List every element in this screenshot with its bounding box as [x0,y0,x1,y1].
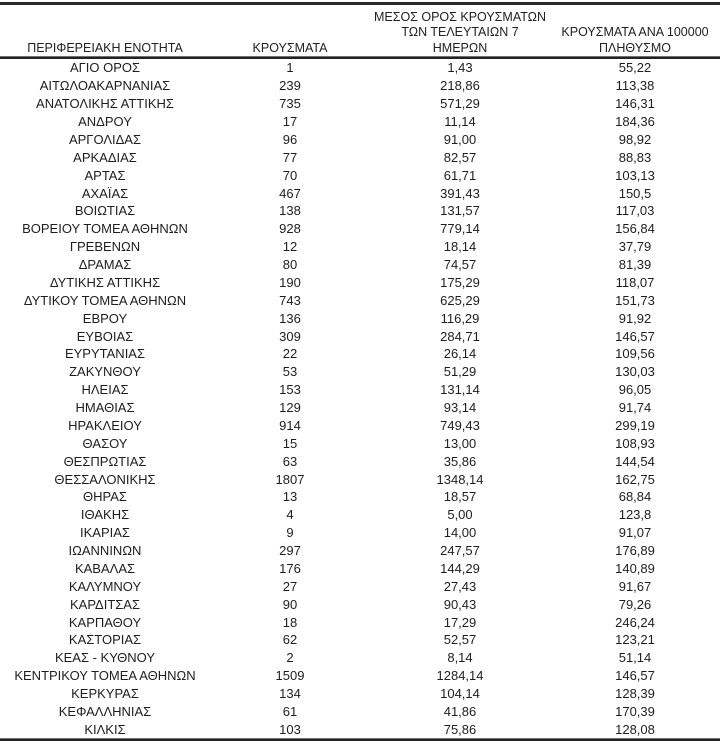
cell-regional-unit: ΗΜΑΘΙΑΣ [75,400,135,416]
cell-cases: 928 [279,221,301,237]
cell-7day-average: 75,86 [443,721,477,737]
cell-cases: 70 [282,167,298,183]
cell-cases: 138 [279,203,301,219]
cell-7day-average: 82,57 [443,149,477,165]
table-row [0,291,720,309]
cell-regional-unit: ΚΕΝΤΡΙΚΟΥ ΤΟΜΕΑ ΑΘΗΝΩΝ [14,668,196,684]
table-row [0,631,720,649]
cell-cases: 134 [279,686,301,702]
regional-cases-table [0,2,720,741]
cell-cases: 9 [286,525,294,541]
cell-regional-unit: ΑΡΓΟΛΙΔΑΣ [68,131,142,147]
cell-cases: 53 [282,364,298,380]
cell-cases: 22 [282,346,298,362]
cell-7day-average: 5,00 [447,507,473,523]
table-row [0,95,720,113]
cell-regional-unit: ΑΝΑΤΟΛΙΚΗΣ ΑΤΤΙΚΗΣ [36,96,174,112]
cell-regional-unit: ΙΚΑΡΙΑΣ [80,525,130,541]
cell-7day-average: 11,14 [444,114,476,130]
cell-cases-per-100k: 146,31 [615,96,655,112]
header-regional-unit [0,41,210,57]
cell-7day-average: 218,86 [440,78,480,94]
cell-cases: 12 [282,239,298,255]
table-row [0,417,720,435]
table-row [0,220,720,238]
cell-cases: 297 [279,543,301,559]
cell-cases-per-100k: 79,26 [618,596,652,612]
cell-cases: 239 [279,78,301,94]
cell-cases: 103 [279,721,301,737]
header-7day-average-line3: ΗΜΕΡΩΝ [432,40,488,55]
table-row [0,381,720,399]
cell-regional-unit: ΚΕΡΚΥΡΑΣ [71,686,139,702]
table-row [0,166,720,184]
cell-cases: 743 [279,292,301,308]
table-row [0,488,720,506]
cell-regional-unit: ΚΕΦΑΛΛΗΝΙΑΣ [58,703,152,719]
cell-regional-unit: ΑΡΚΑΔΙΑΣ [73,149,137,165]
cell-regional-unit: ΑΡΤΑΣ [84,167,126,183]
cell-regional-unit: ΘΕΣΣΑΛΟΝΙΚΗΣ [54,471,156,487]
cell-7day-average: 93,14 [443,400,477,416]
table-row [0,452,720,470]
cell-regional-unit: ΚΑΒΑΛΑΣ [74,560,136,576]
table-row [0,309,720,327]
cell-7day-average: 52,57 [443,632,477,648]
cell-regional-unit: ΙΘΑΚΗΣ [80,507,130,523]
cell-7day-average: 27,43 [443,578,477,594]
table-row [0,59,720,77]
cell-7day-average: 175,29 [440,274,480,290]
cell-cases: 2 [286,650,294,666]
table-row [0,595,720,613]
cell-7day-average: 91,00 [443,131,477,147]
cell-cases: 914 [279,417,301,433]
cell-7day-average: 18,14 [443,239,477,255]
table-row [0,113,720,131]
table-row [0,184,720,202]
cell-regional-unit: ΕΥΡΥΤΑΝΙΑΣ [64,346,146,362]
table-row [0,131,720,149]
table-row [0,560,720,578]
table-row [0,577,720,595]
header-cases-per-100k-line2: ΠΛΗΘΥΣΜΟ [599,40,671,55]
cell-regional-unit: ΓΡΕΒΕΝΩΝ [69,239,141,255]
table-row [0,434,720,452]
cell-7day-average: 144,29 [440,560,480,576]
cell-7day-average: 1,43 [447,60,473,76]
table-row [0,77,720,95]
cell-7day-average: 61,71 [443,167,477,183]
cell-7day-average: 779,14 [440,221,480,237]
cell-cases-per-100k: 117,03 [615,203,655,219]
cell-7day-average: 749,43 [440,417,480,433]
cell-cases: 61 [282,703,298,719]
cell-cases-per-100k: 162,75 [615,471,655,487]
cell-regional-unit: ΚΙΛΚΙΣ [84,721,126,737]
cell-regional-unit: ΚΕΑΣ - ΚΥΘΝΟΥ [54,650,156,666]
table-row [0,613,720,631]
cell-cases: 63 [282,453,298,469]
cell-7day-average: 131,14 [440,382,480,398]
cell-cases: 136 [279,310,301,326]
cell-cases-per-100k: 246,24 [615,614,655,630]
cases-table-page [0,2,720,748]
cell-cases-per-100k: 128,08 [615,721,655,737]
cell-7day-average: 104,14 [440,686,480,702]
table-row [0,363,720,381]
table-bottom-border [0,738,720,741]
cell-cases-per-100k: 88,83 [618,149,652,165]
cell-cases: 309 [279,328,301,344]
cell-7day-average: 1348,14 [436,471,484,487]
header-cases-per-100k [550,25,720,56]
cell-cases: 27 [282,578,298,594]
cell-cases-per-100k: 128,39 [615,686,655,702]
cell-cases-per-100k: 37,79 [618,239,652,255]
header-7day-average-line2: ΤΩΝ ΤΕΛΕΥΤΑΙΩΝ 7 [401,25,519,39]
cell-cases-per-100k: 91,07 [618,525,652,541]
cell-cases-per-100k: 91,92 [618,310,652,326]
cell-regional-unit: ΒΟΙΩΤΙΑΣ [74,203,136,219]
cell-regional-unit: ΖΑΚΥΝΘΟΥ [69,364,141,380]
cell-regional-unit: ΑΧΑΪΑΣ [81,185,129,201]
cell-7day-average: 625,29 [440,292,480,308]
cell-cases-per-100k: 123,8 [618,507,652,523]
cell-cases-per-100k: 68,84 [618,489,652,505]
cell-cases: 1807 [275,471,305,487]
cell-cases-per-100k: 144,54 [615,453,655,469]
cell-cases-per-100k: 156,84 [615,221,655,237]
cell-cases-per-100k: 118,07 [615,274,655,290]
cell-regional-unit: ΕΥΒΟΙΑΣ [76,328,134,344]
cell-7day-average: 8,14 [447,650,473,666]
table-row [0,202,720,220]
cell-7day-average: 90,43 [443,596,477,612]
cell-cases-per-100k: 98,92 [618,131,652,147]
cell-regional-unit: ΘΕΣΠΡΩΤΙΑΣ [63,453,147,469]
table-row [0,274,720,292]
table-row [0,470,720,488]
header-cases-label: ΚΡΟΥΣΜΑΤΑ [252,40,328,55]
cell-cases: 1509 [275,668,305,684]
cell-cases-per-100k: 146,57 [615,328,655,344]
cell-cases-per-100k: 151,73 [615,292,655,308]
cell-cases: 17 [282,114,298,130]
table-header-row [0,5,720,56]
cell-cases-per-100k: 146,57 [615,668,655,684]
cell-cases: 77 [282,149,298,165]
cell-7day-average: 284,71 [440,328,480,344]
cell-7day-average: 35,86 [443,453,477,469]
cell-7day-average: 51,29 [443,364,477,380]
header-cases [210,41,370,57]
cell-7day-average: 247,57 [440,543,480,559]
cell-cases-per-100k: 55,22 [618,60,652,76]
cell-cases-per-100k: 91,67 [618,578,652,594]
table-row [0,667,720,685]
cell-cases: 129 [279,400,301,416]
cell-regional-unit: ΑΝΔΡΟΥ [78,114,132,130]
cell-cases-per-100k: 150,5 [618,185,652,201]
cell-regional-unit: ΚΑΣΤΟΡΙΑΣ [68,632,142,648]
cell-regional-unit: ΔΥΤΙΚΗΣ ΑΤΤΙΚΗΣ [49,274,161,290]
cell-cases-per-100k: 176,89 [615,543,655,559]
cell-regional-unit: ΔΡΑΜΑΣ [78,257,132,273]
cell-cases: 80 [282,257,298,273]
header-regional-unit-label: ΠΕΡΙΦΕΡΕΙΑΚΗ ΕΝΟΤΗΤΑ [27,40,183,55]
cell-cases-per-100k: 123,21 [615,632,655,648]
header-7day-average-line1: ΜΕΣΟΣ ΟΡΟΣ ΚΡΟΥΣΜΑΤΩΝ [373,9,547,24]
cell-7day-average: 391,43 [440,185,480,201]
cell-cases: 90 [282,596,298,612]
cell-cases-per-100k: 140,89 [615,560,655,576]
cell-cases: 62 [282,632,298,648]
table-row [0,345,720,363]
cell-7day-average: 74,57 [443,257,477,273]
cell-regional-unit: ΚΑΛΥΜΝΟΥ [68,578,142,594]
cell-7day-average: 17,29 [443,614,477,630]
header-cases-per-100k-line1: ΚΡΟΥΣΜΑΤΑ ΑΝΑ 100000 [561,25,709,39]
cell-cases: 735 [279,96,301,112]
cell-regional-unit: ΙΩΑΝΝΙΝΩΝ [68,543,142,559]
cell-cases: 4 [286,507,294,523]
cell-regional-unit: ΑΙΤΩΛΟΑΚΑΡΝΑΝΙΑΣ [39,78,171,94]
cell-regional-unit: ΒΟΡΕΙΟΥ ΤΟΜΕΑ ΑΘΗΝΩΝ [22,221,188,237]
table-row [0,649,720,667]
cell-cases-per-100k: 91,74 [618,400,652,416]
cell-cases-per-100k: 81,39 [618,257,652,273]
cell-cases-per-100k: 299,19 [615,417,655,433]
table-row [0,148,720,166]
cell-cases-per-100k: 103,13 [615,167,655,183]
cell-cases: 96 [282,131,298,147]
cell-cases-per-100k: 130,03 [615,364,655,380]
cell-7day-average: 26,14 [443,346,477,362]
cell-cases: 467 [279,185,301,201]
cell-regional-unit: ΑΓΙΟ ΟΡΟΣ [69,60,141,76]
table-row [0,703,720,721]
table-row [0,327,720,345]
cell-regional-unit: ΚΑΡΔΙΤΣΑΣ [69,596,141,612]
cell-cases: 176 [279,560,301,576]
cell-regional-unit: ΚΑΡΠΑΘΟΥ [68,614,142,630]
cell-7day-average: 14,00 [443,525,477,541]
table-row [0,685,720,703]
cell-cases-per-100k: 109,56 [615,346,655,362]
table-row [0,542,720,560]
table-row [0,256,720,274]
cell-7day-average: 13,00 [443,435,477,451]
cell-regional-unit: ΗΡΑΚΛΕΙΟΥ [68,417,142,433]
cell-cases-per-100k: 108,93 [615,435,655,451]
cell-regional-unit: ΘΗΡΑΣ [83,489,127,505]
cell-regional-unit: ΔΥΤΙΚΟΥ ΤΟΜΕΑ ΑΘΗΝΩΝ [23,292,187,308]
cell-7day-average: 18,57 [443,489,477,505]
cell-7day-average: 41,86 [443,703,477,719]
table-body [0,59,720,738]
cell-regional-unit: ΕΒΡΟΥ [82,310,128,326]
cell-regional-unit: ΘΑΣΟΥ [82,435,128,451]
cell-cases-per-100k: 96,05 [618,382,652,398]
cell-7day-average: 116,29 [440,310,480,326]
cell-7day-average: 1284,14 [436,668,484,684]
cell-regional-unit: ΗΛΕΙΑΣ [81,382,129,398]
cell-cases-per-100k: 184,36 [615,114,655,130]
cell-7day-average: 571,29 [440,96,480,112]
cell-cases: 1 [286,60,294,76]
cell-cases: 153 [279,382,301,398]
table-row [0,524,720,542]
table-row [0,720,720,738]
cell-cases: 18 [282,614,298,630]
cell-7day-average: 131,57 [440,203,480,219]
cell-cases: 190 [279,274,301,290]
table-row [0,399,720,417]
cell-cases-per-100k: 51,14 [618,650,652,666]
header-7day-average [370,10,550,57]
table-row [0,238,720,256]
cell-cases: 13 [282,489,298,505]
cell-cases-per-100k: 170,39 [615,703,655,719]
table-row [0,506,720,524]
cell-cases: 15 [282,435,298,451]
cell-cases-per-100k: 113,38 [615,78,655,94]
